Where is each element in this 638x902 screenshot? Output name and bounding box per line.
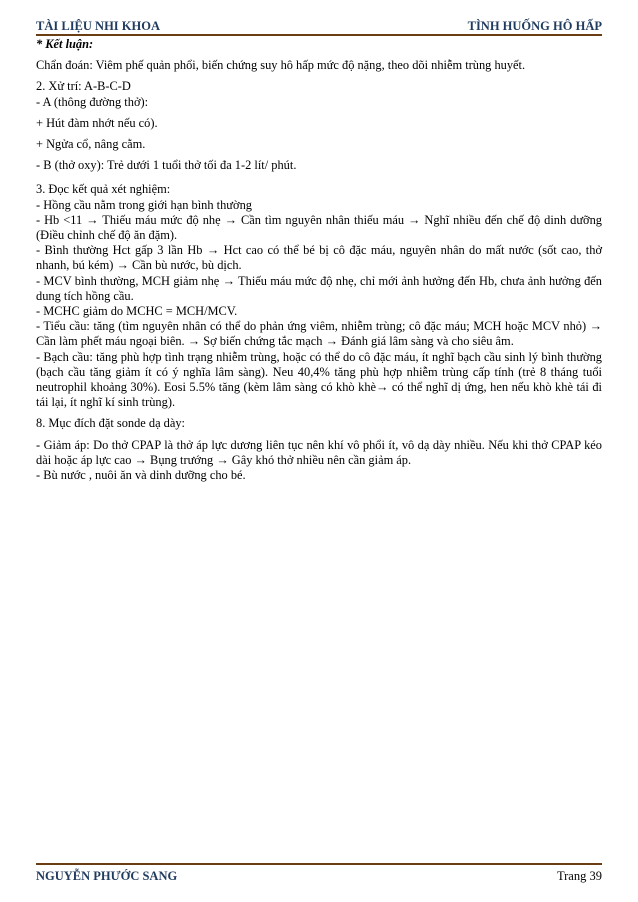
lab-heading: 3. Đọc kết quả xét nghiệm: xyxy=(36,182,171,197)
header-left-title: TÀI LIỆU NHI KHOA xyxy=(36,19,160,33)
header-right-title: TÌNH HUỐNG HÔ HẤP xyxy=(467,19,602,33)
page-number: Trang 39 xyxy=(556,869,602,883)
sonde-nutrition: - Bù nước , nuôi ăn và dinh dưỡng cho bé. xyxy=(36,468,246,483)
treatment-airway-suction: + Hút đàm nhớt nếu có). xyxy=(36,115,158,130)
lab-wbc: - Bạch cầu: tăng phù hợp tình trạng nhiễm trùng, hoặc có thể do cô đặc máu, ít nghĩ bạch cầu sinh lý bình thường (bạch cầu tăng giảm ít có ý nghĩa lâm sàng). Neu 40,4% tăng phù hợp nhiễm trùng cấp tính (trẻ 8 tháng tuổi neutrophil khoảng 30%). Eosi 5.5% tăng (kèm lâm sàng có khò khè→ có thể nghĩ dị ứng, hen nếu khò khè tái đi tái lại, ít nghĩ kí sinh trùng). xyxy=(36,349,602,410)
page-footer xyxy=(36,863,602,889)
lab-hct: - Bình thường Hct gấp 3 lần Hb → Hct cao có thể bé bị cô đặc máu, nguyên nhân do mất nước (sốt cao, thở nhanh, bú kém) → Cần bù nước, bù dịch. xyxy=(36,243,602,273)
footer-author: NGUYỄN PHƯỚC SANG xyxy=(36,869,178,883)
diagnosis-paragraph: Chẩn đoán: Viêm phế quản phổi, biến chứng suy hô hấp mức độ nặng, theo dõi nhiễm trùng huyết. xyxy=(36,58,526,73)
treatment-airway-position: + Ngửa cổ, nâng cằm. xyxy=(36,137,146,152)
lab-hb: - Hb <11 → Thiếu máu mức độ nhẹ → Cần tìm nguyên nhân thiếu máu → Nghĩ nhiều đến chế độ dinh dưỡng (Điều chỉnh chế độ ăn đặm). xyxy=(36,212,602,243)
page-header xyxy=(36,16,602,36)
lab-rbc: - Hồng cầu nằm trong giới hạn bình thường xyxy=(36,197,252,212)
sonde-heading: 8. Mục đích đặt sonde dạ dày: xyxy=(36,416,185,431)
treatment-heading: 2. Xử trí: A-B-C-D xyxy=(36,79,131,94)
lab-mcv: - MCV bình thường, MCH giảm nhẹ → Thiếu máu mức độ nhẹ, chỉ mới ảnh hưởng đến Hb, chưa ảnh hưởng đến dung tích hồng cầu. xyxy=(36,273,602,303)
sonde-decompression: - Giảm áp: Do thở CPAP là thở áp lực dương liên tục nên khí vô phổi ít, vô dạ dày nhiều. Nếu khi thở CPAP kéo dài hoặc áp lực cao → Bụng trướng → Gây khó thở nhiều nên cần giảm áp. xyxy=(36,437,602,467)
conclusion-heading: * Kết luận: xyxy=(36,37,94,51)
treatment-breathing: - B (thở oxy): Trẻ dưới 1 tuổi thở tối đa 1-2 lít/ phút. xyxy=(36,158,297,173)
document-body xyxy=(36,37,602,483)
lab-mchc: - MCHC giảm do MCHC = MCH/MCV. xyxy=(36,304,238,319)
lab-platelets: - Tiểu cầu: tăng (tìm nguyên nhân có thể do phản ứng viêm, nhiễm trùng; cô đặc máu; MCH hoặc MCV nhỏ) → Cần làm phết máu ngoại biên. → Sợ biến chứng tắc mạch → Đánh giá lâm sàng và cho siêu âm. xyxy=(36,319,602,349)
treatment-airway: - A (thông đường thở): xyxy=(36,94,149,109)
